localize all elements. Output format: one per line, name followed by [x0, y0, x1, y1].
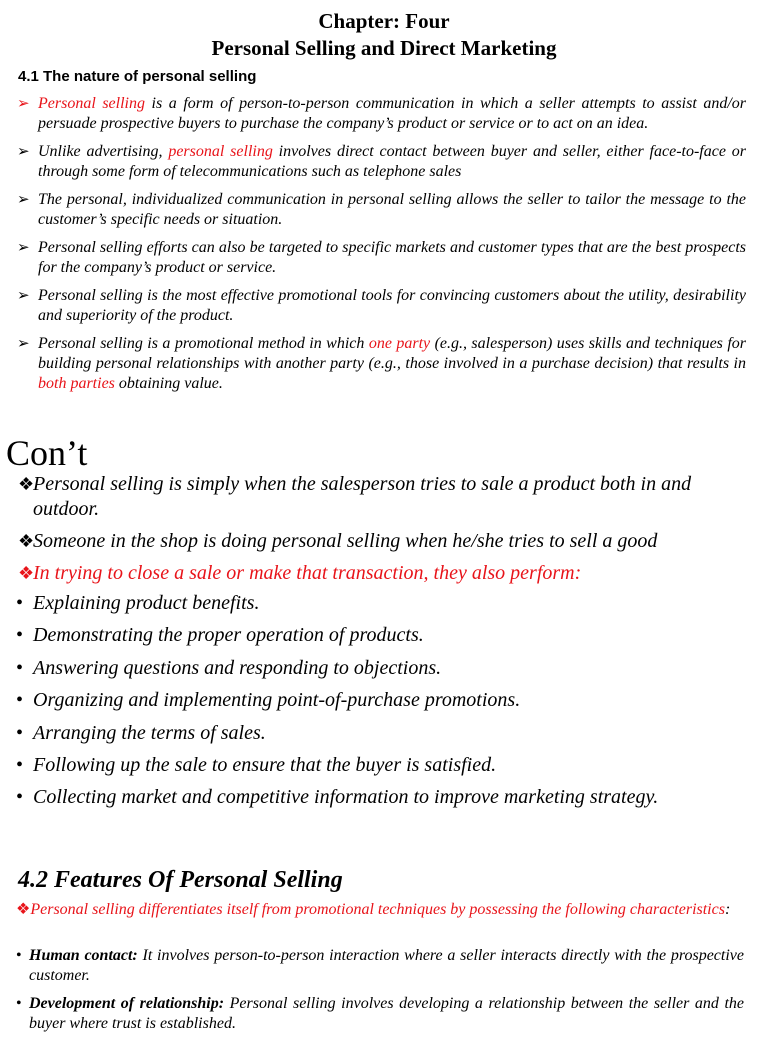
highlight-term: one party — [368, 335, 431, 352]
continued-diamond-list — [0, 472, 768, 593]
activity-item: • Demonstrating the proper operation of products. — [16, 624, 424, 647]
dot-bullet-icon: • — [16, 689, 24, 712]
activity-item: • Arranging the terms of sales. — [16, 721, 266, 744]
chapter-number: Chapter: Four — [318, 9, 450, 33]
diamond-bullet-icon: ❖ — [16, 901, 31, 918]
chapter-title: Personal Selling and Direct Marketing — [211, 36, 557, 60]
nature-bullet: ➢ Personal selling is a promotional method in which one party (e.g., salesperson) uses skills and techniques for building personal relationships with another party (e.g., those involved in a purchase decision) that results in both parties obtaining value. — [17, 335, 746, 392]
highlight-term: Personal selling — [38, 95, 145, 112]
highlight-term: both parties — [38, 375, 115, 392]
continued-heading: Con’t — [6, 433, 88, 473]
diamond-bullet-icon: ❖ — [18, 474, 35, 494]
diamond-bullet-icon: ❖ — [18, 563, 35, 583]
feature-item: • Human contact: It involves person-to-person interaction where a seller interacts directly with the prospective customer. — [16, 947, 744, 984]
activities-list — [0, 590, 768, 817]
activity-item: • Organizing and implementing point-of-purchase promotions. — [16, 689, 521, 712]
dot-bullet-icon: • — [16, 721, 24, 744]
dot-bullet-icon: • — [16, 753, 24, 776]
feature-term: Development of relationship: — [29, 995, 225, 1012]
diamond-item: ❖ Personal selling is simply when the salesperson tries to sale a product both in and outdoor. — [18, 473, 692, 520]
arrow-bullet-icon: ➢ — [17, 240, 30, 256]
diamond-bullet-icon: ❖ — [18, 531, 35, 551]
dot-bullet-icon: • — [16, 656, 24, 679]
section-heading-4-1: 4.1 The nature of personal selling — [18, 68, 257, 85]
features-list — [0, 946, 768, 1042]
dot-bullet-icon: • — [16, 947, 22, 964]
arrow-bullet-icon: ➢ — [17, 336, 30, 352]
arrow-bullet-icon: ➢ — [17, 144, 30, 160]
section-heading-4-2: 4.2 Features Of Personal Selling — [18, 867, 343, 893]
dot-bullet-icon: • — [16, 592, 24, 614]
arrow-bullet-icon: ➢ — [17, 192, 30, 208]
dot-bullet-icon: • — [16, 786, 24, 809]
nature-bullet-list — [0, 94, 768, 402]
nature-bullet: ➢ Personal selling efforts can also be targeted to specific markets and customer types that are the best prospects for the company’s product or service. — [17, 239, 746, 276]
diamond-item: ❖ Someone in the shop is doing personal selling when he/she tries to sell a good — [18, 530, 658, 552]
dot-bullet-icon: • — [16, 624, 24, 647]
nature-bullet: ➢ Personal selling is the most effective promotional tools for convincing customers about the utility, desirability and superiority of the product. — [17, 287, 746, 324]
activity-item: • Explaining product benefits. — [16, 592, 260, 614]
feature-item: • Development of relationship: Personal selling involves developing a relationship between the seller and the buyer where trust is established. — [16, 995, 745, 1032]
arrow-bullet-icon: ➢ — [17, 288, 30, 304]
diamond-item: ❖ In trying to close a sale or make that transaction, they also perform: — [18, 562, 582, 584]
arrow-bullet-icon: ➢ — [17, 96, 30, 112]
feature-term: Human contact: — [29, 947, 138, 964]
activity-item: • Collecting market and competitive information to improve marketing strategy. — [16, 786, 659, 809]
nature-bullet: ➢ Unlike advertising, personal selling involves direct contact between buyer and seller, either face-to-face or through some form of telecommunications such as telephone sales — [17, 143, 747, 180]
activity-item: • Answering questions and responding to objections. — [16, 656, 442, 679]
dot-bullet-icon: • — [16, 995, 22, 1012]
nature-bullet: ➢ Personal selling is a form of person-to-person communication in which a seller attempts to assist and/or persuade prospective buyers to purchase the company’s product or service or to act on an idea. — [17, 95, 747, 132]
highlight-term: personal selling — [168, 143, 273, 160]
nature-bullet: ➢ The personal, individualized communication in personal selling allows the seller to tailor the message to the customer’s specific needs or situation. — [17, 191, 746, 228]
features-intro: ❖Personal selling differentiates itself from promotional techniques by possessing the following characteristics: — [16, 901, 731, 918]
activity-item: • Following up the sale to ensure that the buyer is satisfied. — [16, 753, 497, 776]
